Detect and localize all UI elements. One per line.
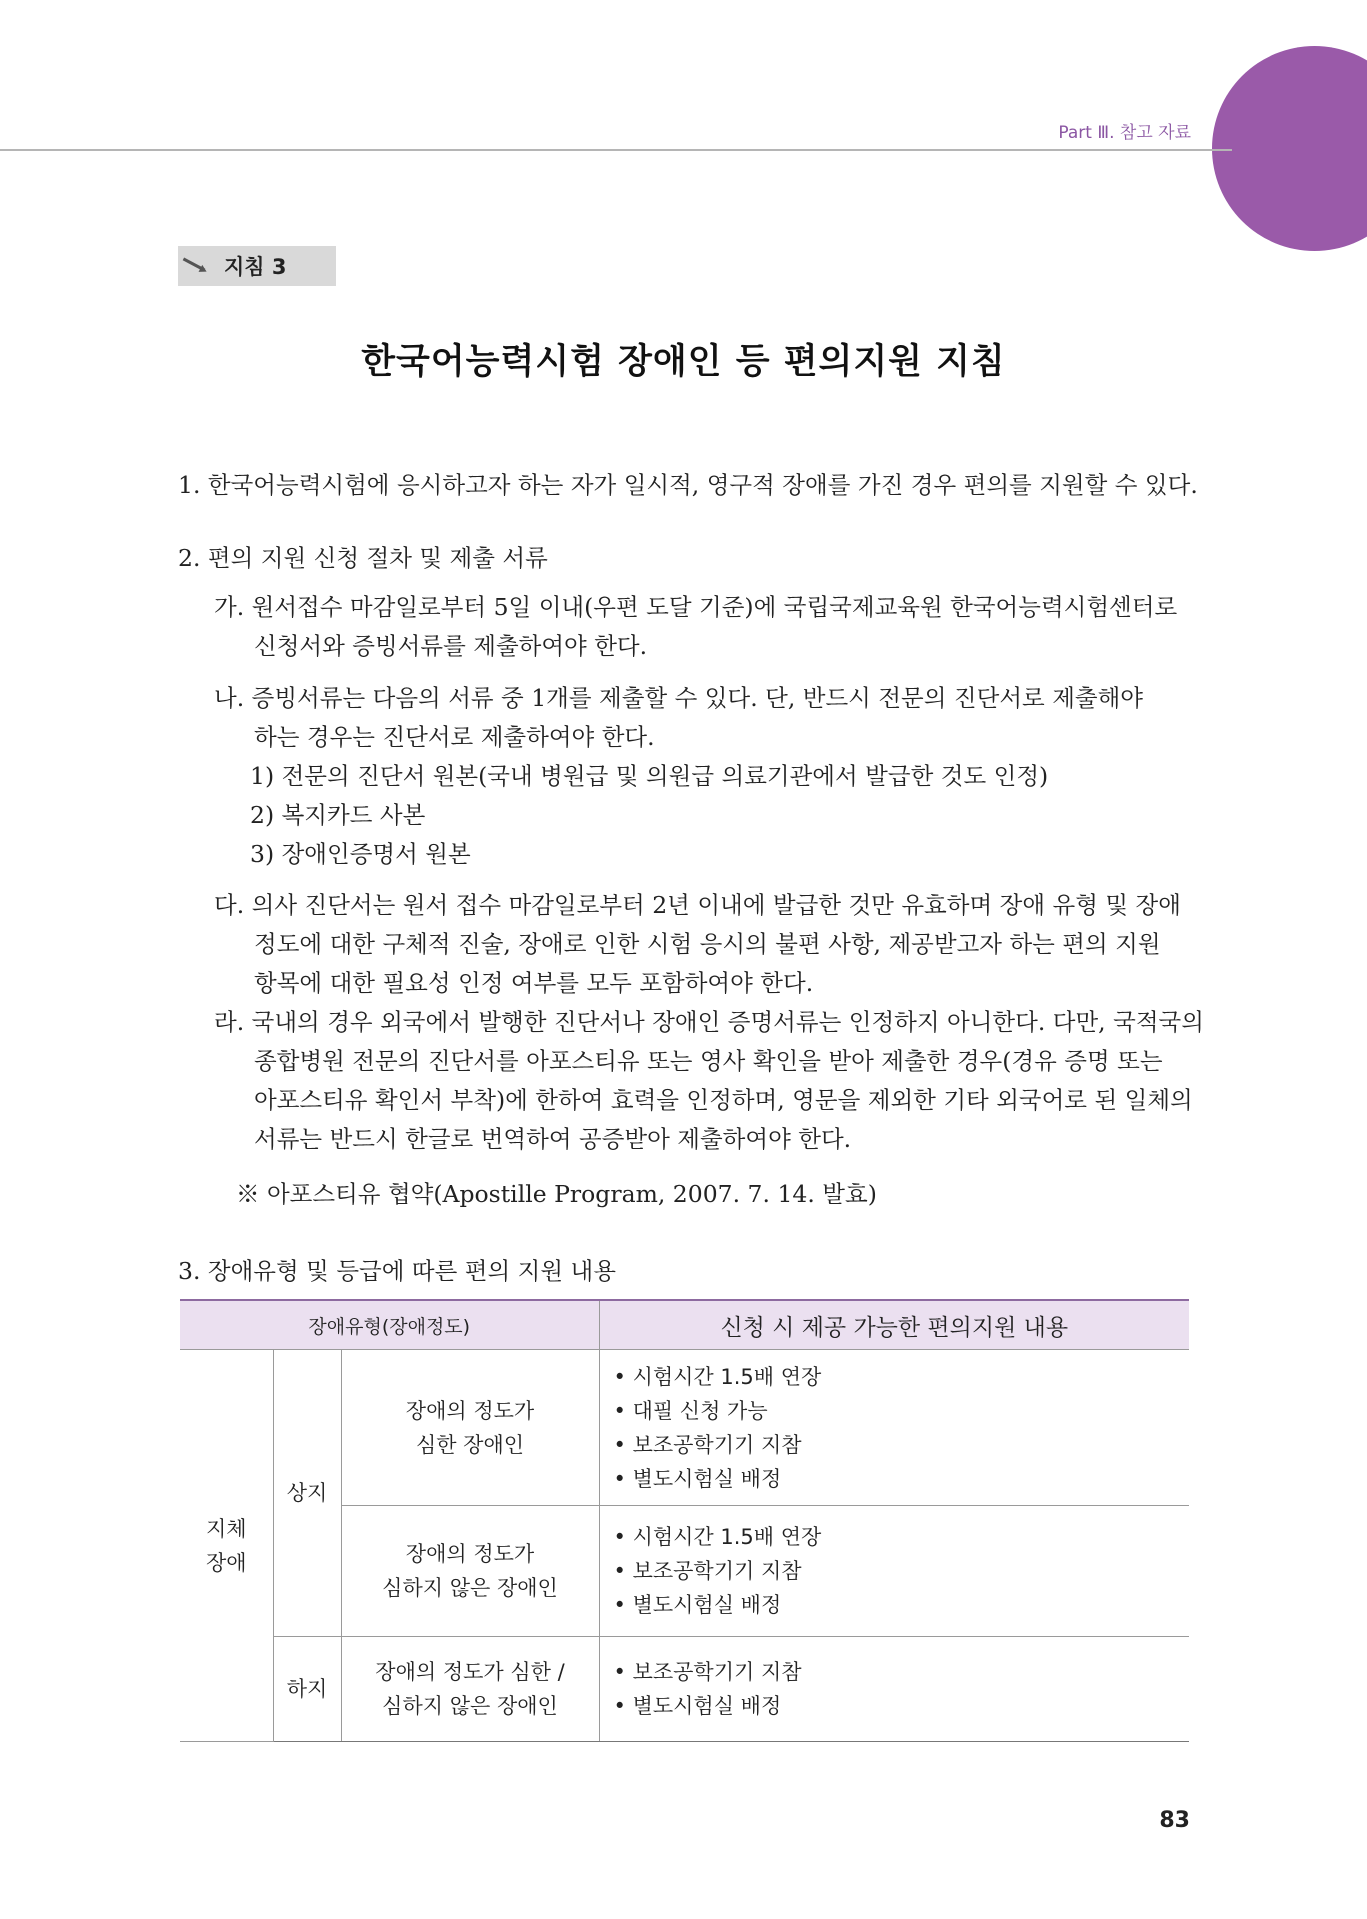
table-row xyxy=(180,1637,1189,1742)
item-ra-line: 라. 국내의 경우 외국에서 발행한 진단서나 장애인 증명서류는 인정하지 아니한다. 다만, 국적국의 xyxy=(214,1008,1204,1036)
support-list xyxy=(599,1506,1189,1637)
lower-limb-cell: 하지 xyxy=(273,1637,341,1742)
list-item: • 보조공학기기 지참 xyxy=(614,1554,1190,1588)
header-disability-type: 장애유형(장애정도) xyxy=(180,1300,599,1350)
severity-cell xyxy=(341,1350,599,1506)
item-na-sub: 1) 전문의 진단서 원본(국내 병원급 및 의원급 의료기관에서 발급한 것도 인정) xyxy=(250,762,1049,790)
list-item: • 시험시간 1.5배 연장 xyxy=(614,1520,1190,1554)
arrow-icon xyxy=(178,246,210,286)
list-item: • 별도시험실 배정 xyxy=(614,1462,1190,1496)
item-ra-line: 서류는 반드시 한글로 번역하여 공증받아 제출하여야 한다. xyxy=(254,1125,852,1153)
header-part-label: Part Ⅲ. 참고 자료 xyxy=(1058,123,1191,143)
list-item: • 보조공학기기 지참 xyxy=(614,1655,1190,1689)
category-label: 장애 xyxy=(205,1550,247,1575)
table-header-row xyxy=(180,1300,1189,1350)
category-cell xyxy=(180,1350,273,1742)
item-ga-line: 신청서와 증빙서류를 제출하여야 한다. xyxy=(254,632,648,660)
list-item: • 별도시험실 배정 xyxy=(614,1588,1190,1622)
item-da-line: 항목에 대한 필요성 인정 여부를 모두 포함하여야 한다. xyxy=(254,969,814,997)
item-da xyxy=(214,886,1194,1003)
page-number: 83 xyxy=(1159,1808,1190,1833)
section-3-heading: 3. 장애유형 및 등급에 따른 편의 지원 내용 xyxy=(178,1257,616,1285)
section-1 xyxy=(178,466,1198,505)
severity-cell xyxy=(341,1506,599,1637)
severity-cell xyxy=(341,1637,599,1742)
support-list xyxy=(599,1350,1189,1506)
item-na-sub: 3) 장애인증명서 원본 xyxy=(250,840,471,868)
page-title: 한국어능력시험 장애인 등 편의지원 지침 xyxy=(361,341,1006,382)
item-da-line: 정도에 대한 구체적 진술, 장애로 인한 시험 응시의 불편 사항, 제공받고자 하는 편의 지원 xyxy=(254,930,1161,958)
severity-line: 장애의 정도가 심한 / xyxy=(375,1660,565,1684)
item-ra-line: 종합병원 전문의 진단서를 아포스티유 또는 영사 확인을 받아 제출한 경우(경유 증명 또는 xyxy=(254,1047,1163,1075)
list-item: • 대필 신청 가능 xyxy=(614,1394,1190,1428)
list-item: • 별도시험실 배정 xyxy=(614,1689,1190,1723)
item-ga xyxy=(214,588,1194,666)
support-list xyxy=(599,1637,1189,1742)
section-1-text: 1. 한국어능력시험에 응시하고자 하는 자가 일시적, 영구적 장애를 가진 경우 편의를 지원할 수 있다. xyxy=(178,471,1198,499)
item-na xyxy=(214,679,1194,874)
header-support-content: 신청 시 제공 가능한 편의지원 내용 xyxy=(599,1300,1189,1350)
severity-line: 심한 장애인 xyxy=(415,1432,525,1457)
header-divider xyxy=(0,149,1232,151)
category-label: 지체 xyxy=(205,1516,247,1541)
item-na-sub: 2) 복지카드 사본 xyxy=(250,801,426,829)
item-na-line: 하는 경우는 진단서로 제출하여야 한다. xyxy=(254,723,655,751)
guide-badge xyxy=(178,246,336,286)
severity-line: 장애의 정도가 xyxy=(405,1398,535,1423)
item-ga-line: 가. 원서접수 마감일로부터 5일 이내(우편 도달 기준)에 국립국제교육원 한국어능력시험센터로 xyxy=(214,593,1178,621)
apostille-note: ※ 아포스티유 협약(Apostille Program, 2007. 7. 14. 발효) xyxy=(236,1180,877,1208)
support-table xyxy=(180,1299,1189,1742)
severity-line: 장애의 정도가 xyxy=(405,1542,535,1566)
item-ra-line: 아포스티유 확인서 부착)에 한하여 효력을 인정하며, 영문을 제외한 기타 외국어로 된 일체의 xyxy=(254,1086,1193,1114)
section-2-heading: 2. 편의 지원 신청 절차 및 제출 서류 xyxy=(178,544,548,572)
upper-limb-cell: 상지 xyxy=(273,1350,341,1637)
list-item: • 시험시간 1.5배 연장 xyxy=(614,1360,1190,1394)
item-na-line: 나. 증빙서류는 다음의 서류 중 1개를 제출할 수 있다. 단, 반드시 전문의 진단서로 제출해야 xyxy=(214,684,1144,712)
table-row xyxy=(180,1350,1189,1506)
corner-decoration xyxy=(1212,46,1367,251)
severity-line: 심하지 않은 장애인 xyxy=(382,1694,558,1718)
item-ra xyxy=(214,1003,1204,1159)
list-item: • 보조공학기기 지참 xyxy=(614,1428,1190,1462)
guide-badge-label: 지침 3 xyxy=(224,255,287,279)
severity-line: 심하지 않은 장애인 xyxy=(382,1576,558,1600)
item-da-line: 다. 의사 진단서는 원서 접수 마감일로부터 2년 이내에 발급한 것만 유효하며 장애 유형 및 장애 xyxy=(214,891,1181,919)
